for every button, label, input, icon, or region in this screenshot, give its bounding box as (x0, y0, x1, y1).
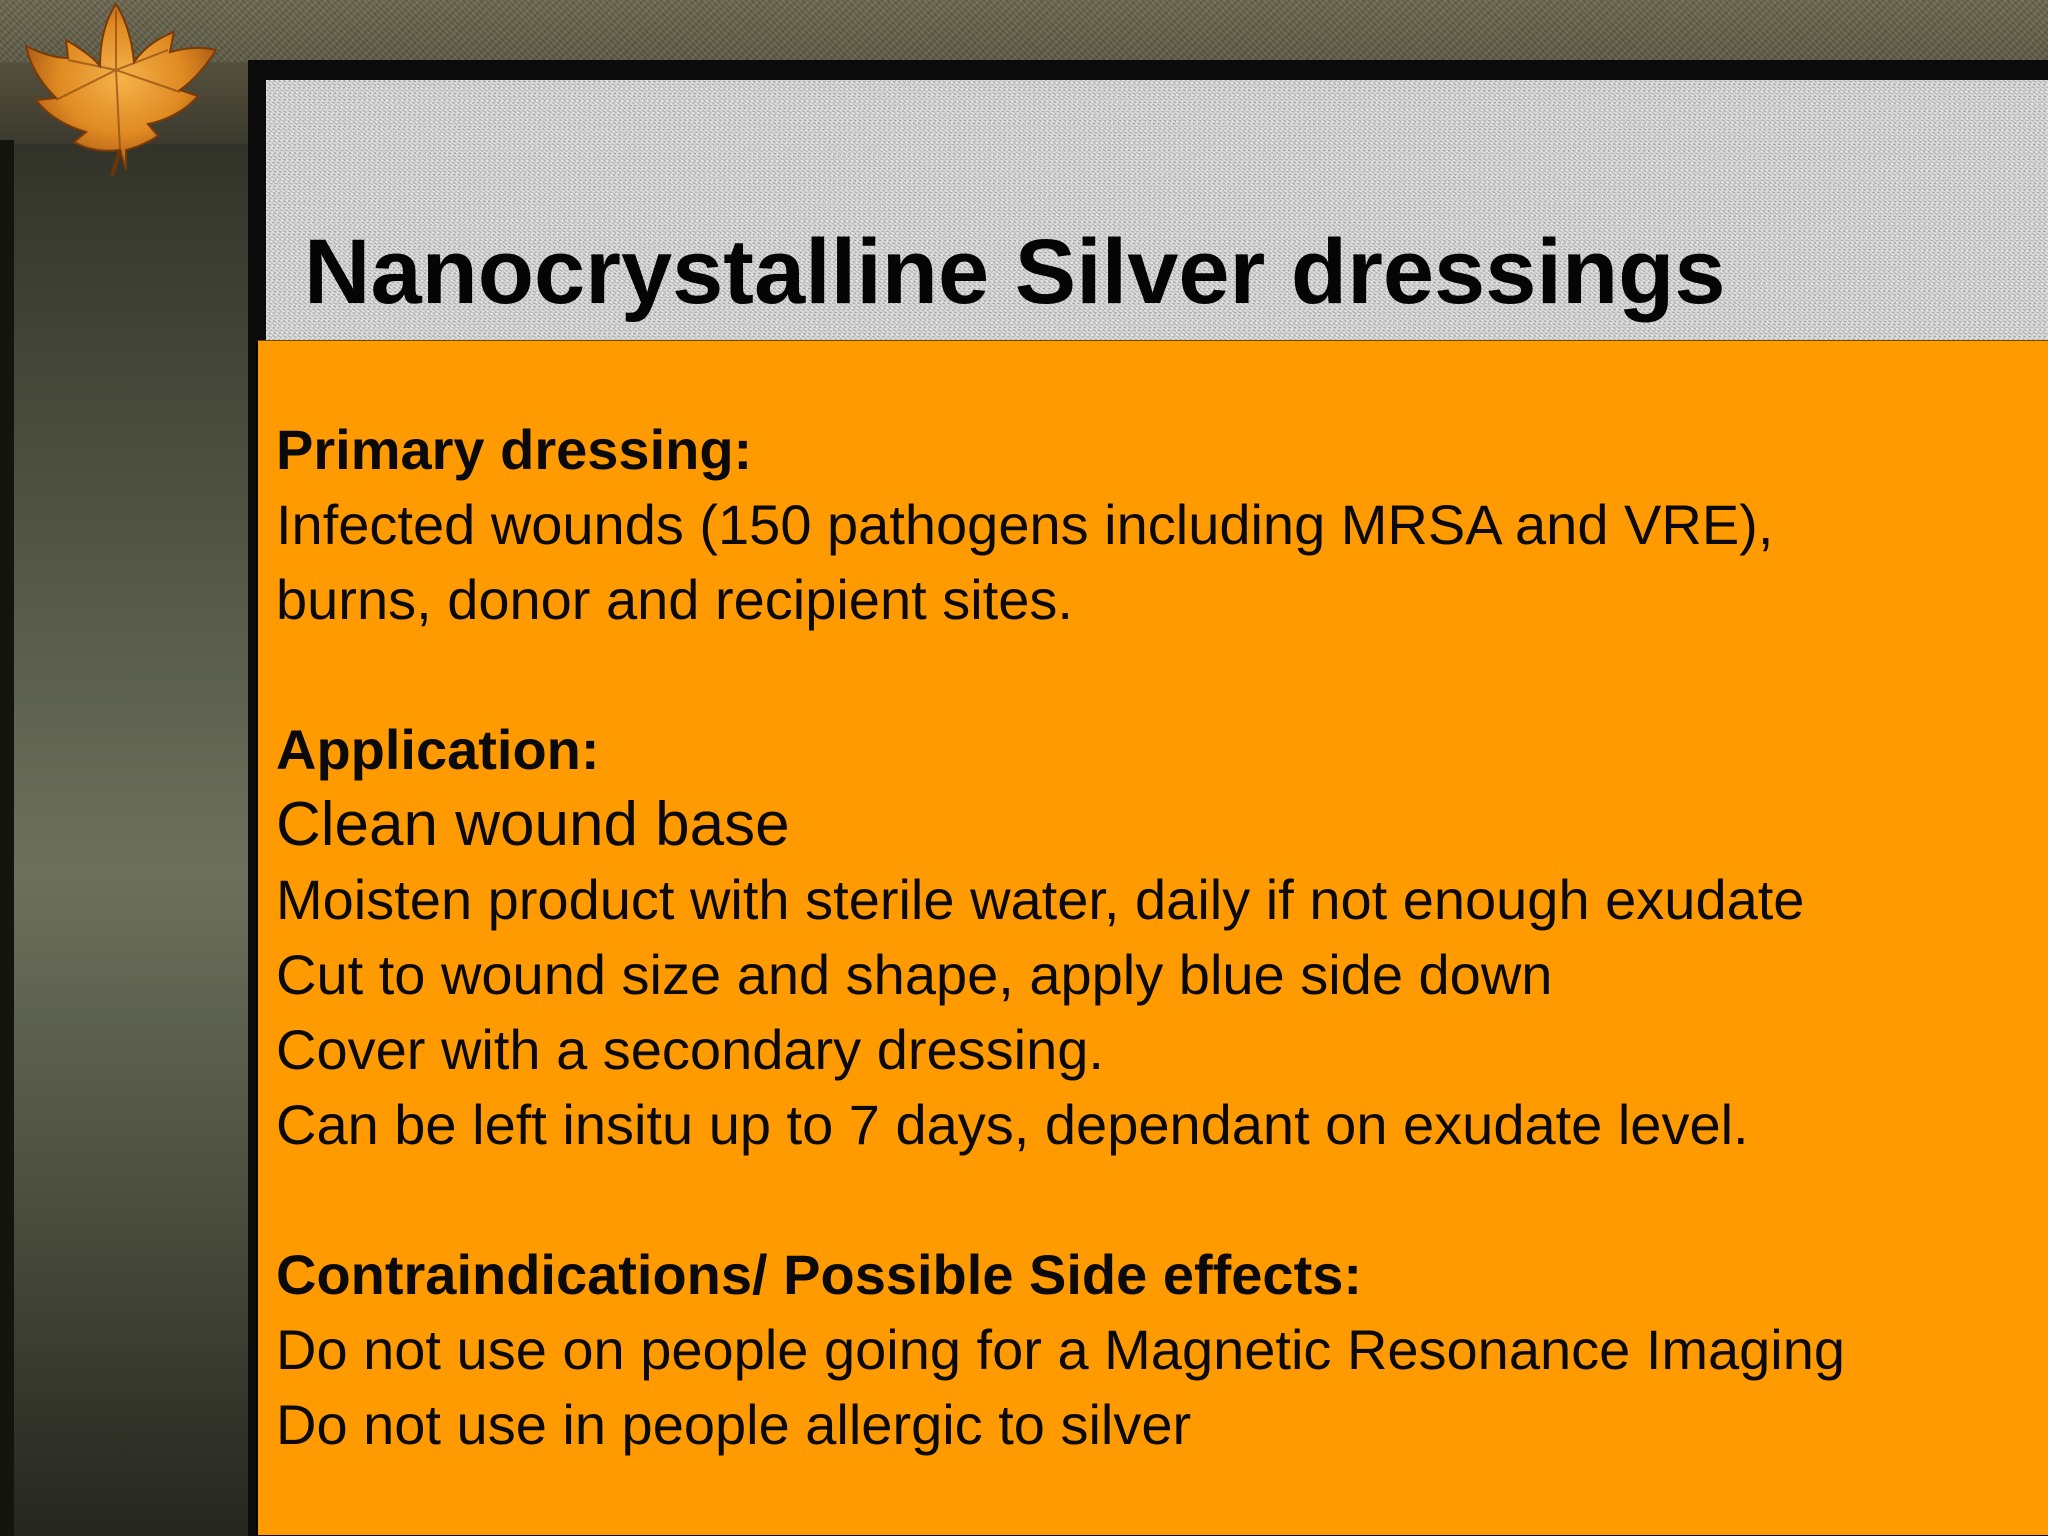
application-line: Moisten product with sterile water, daily if not enough exudate (276, 868, 1805, 931)
application-line: Cut to wound size and shape, apply blue side down (276, 943, 1553, 1006)
paragraph-gap (276, 637, 2036, 712)
contraindications-line: Do not use on people going for a Magnetic Resonance Imaging (276, 1318, 1846, 1381)
paragraph-gap (276, 1162, 2036, 1237)
section-heading-primary-dressing: Primary dressing: (276, 418, 753, 481)
primary-dressing-line: Infected wounds (150 pathogens including MRSA and VRE), (276, 493, 1774, 556)
application-line: Clean wound base (276, 790, 790, 859)
application-line: Cover with a secondary dressing. (276, 1018, 1104, 1081)
left-edge-strip (0, 140, 14, 1536)
content-text (276, 412, 2036, 1462)
left-sidebar-column (0, 62, 250, 1536)
section-heading-contraindications: Contraindications/ Possible Side effects: (276, 1243, 1363, 1306)
slide-title: Nanocrystalline Silver dressings (304, 221, 1726, 323)
section-heading-application: Application: (276, 718, 600, 781)
primary-dressing-line: burns, donor and recipient sites. (276, 568, 1073, 631)
maple-leaf-icon (8, 0, 228, 185)
top-texture-band (0, 0, 2048, 62)
application-line: Can be left insitu up to 7 days, dependant on exudate level. (276, 1093, 1749, 1156)
contraindications-line: Do not use in people allergic to silver (276, 1393, 1192, 1456)
